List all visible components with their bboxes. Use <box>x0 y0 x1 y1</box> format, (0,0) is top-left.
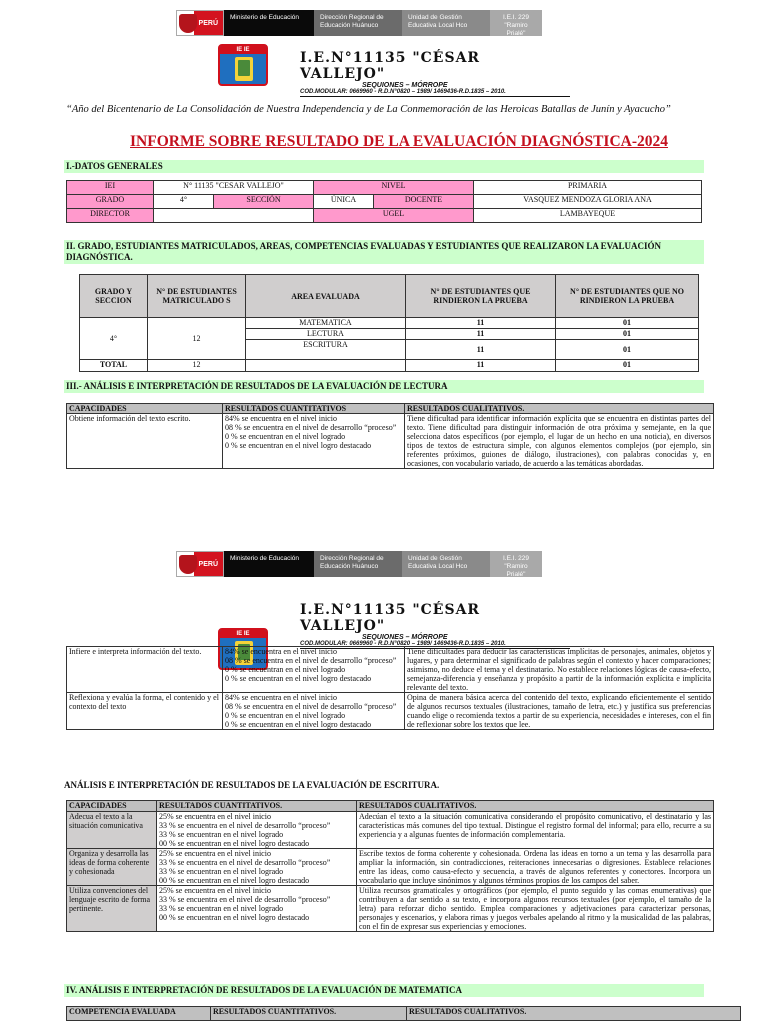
ministry-label: Ministerio de Educación <box>224 10 314 36</box>
school-place: SEQUIONES – MÓRROPE <box>362 82 448 89</box>
peru-emblem: PERÚ <box>176 551 224 577</box>
page-header-2: PERÚ Ministerio de Educación Dirección Regional de Educación Huánuco Unidad de Gestión Educativa Local Hco I.E.I. 229 "Ramiro Prialé" <box>176 551 590 577</box>
country-label: PERÚ <box>194 11 223 35</box>
table-row: Obtiene información del texto escrito. 84% se encuentra en el nivel inicio 08 % se encuentra en el nivel de desarrollo “proceso” 0 % se encuentran en el nivel logrado 0 % se encuentran en el nivel logro destacado Tiene dificultad para identificar información explícita que se encuentra en distintas partes del texto. Tiene dificultad para distinguir información de otra próxima y semejante, en la que selecciona datos específicos (por ejemplo, el lugar de un hecho en una noticia), en diversos tipos de textos de estructura simple, con algunos elementos complejos (por ejemplo, sin referentes próximos, guiones de diálogo, ilustraciones), con palabras conocidas y, en ocasiones, con vocabulario variado, de acuerdo a las temáticas abordadas. <box>67 414 714 469</box>
motto: “Año del Bicentenario de La Consolidación de Nuestra Independencia y de La Conmemoración de las Heroicas Batallas de Junín y Ayacucho” <box>66 104 671 115</box>
peru-shield-icon <box>179 555 197 574</box>
section-3-heading: III.- ANÁLISIS E INTERPRETACIÓN DE RESULTADOS DE LA EVALUACIÓN DE LECTURA <box>64 380 704 393</box>
writing-heading: ANÁLISIS E INTERPRETACIÓN DE RESULTADOS DE LA EVALUACIÓN DE ESCRITURA. <box>64 780 440 790</box>
school-heading-2: I.E.N°11135 "CÉSAR VALLEJO" SEQUIONES – MÓRROPE COD.MODULAR: 0669960 - R.D.N°0820 – 1989/ 1469436-R.D.1835 – 2010. <box>300 602 570 649</box>
school-name: I.E.N°11135 "CÉSAR VALLEJO" <box>300 50 481 82</box>
regional-label: Dirección Regional de Educación Huánuco <box>314 10 402 36</box>
section-1-heading: I.-DATOS GENERALES <box>64 160 704 173</box>
peru-emblem <box>176 10 224 36</box>
school-logo: IE IE <box>218 44 268 86</box>
school-logo: IE IE <box>218 628 268 670</box>
iei-label: I.E.I. 229 "Ramiro Prialé" <box>490 10 542 36</box>
reading-table-1: CAPACIDADES RESULTADOS CUANTITATIVOS RESULTADOS CUALITATIVOS. Obtiene información del texto escrito. 84% se encuentra en el nivel inicio 08 % se encuentra en el nivel de desarrollo “proceso” 0 % se encuentran en el nivel logrado 0 % se encuentran en el nivel logro destacado Tiene dificultad para identificar información explícita que se encuentra en distintas partes del texto. Tiene dificultad para distinguir información de otra próxima y semejante, en la que selecciona datos específicos (por ejemplo, el lugar de un hecho en una noticia), en diversos tipos de textos de estructura simple, con algunos elementos complejos (por ejemplo, sin referentes próximos, guiones de diálogo, ilustraciones), con palabras conocidas y, en ocasiones, con vocabulario variado, de acuerdo a las temáticas abordadas. <box>66 403 714 469</box>
peru-shield-icon <box>179 14 197 33</box>
table-row: Infiere e interpreta información del texto. 84% se encuentra en el nivel inicio 08 % se encuentra en el nivel de desarrollo “proceso” 0 % se encuentran en el nivel logrado 0 % se encuentran en el nivel logro destacado Tiene dificultades para deducir las características implícitas de personajes, animales, objetos y lugares, y para determinar el significado de palabras según el contexto y hacer comparaciones; asimismo, no deduce el tema y el destinatario. No establece relaciones lógicas de causa-efecto, semejanza-diferencia y enseñanza y propósito a partir de la información explícita e implícita relevante del texto. <box>67 647 714 693</box>
writing-table: CAPACIDADES RESULTADOS CUANTITATIVOS. RESULTADOS CUALITATIVOS. Adecua el texto a la situación comunicativa 25% se encuentra en el nivel inicio 33 % se encuentra en el nivel de desarrollo “proceso” 33 % se encuentran en el nivel logrado 00 % se encuentran en el nivel logro destacado Adecúan el texto a la situación comunicativa considerando el propósito comunicativo, el destinatario y las características más comunes del tipo textual. Distingue el registro formal del informal; para ello, recurre a su experiencia y a algunas fuentes de información complementaria. Organiza y desarrolla las ideas de forma coherente y cohesionada 25% se encuentra en el nivel inicio 33 % se encuentra en el nivel de desarrollo “proceso” 33 % se encuentran en el nivel logrado 00 % se encuentran en el nivel logro destacado Escribe textos de forma coherente y cohesionada. Ordena las ideas en torno a un tema y las desarrolla para ampliar la información, sin contradicciones, reiteraciones innecesarias o digresiones. Establece relaciones entre las ideas, como causa-efecto y secuencia, a través de algunos referentes y conectores. Incorpora un vocabulario que incluye sinónimos y algunos términos propios de los campos del saber. Utiliza convenciones del lenguaje escrito de forma pertinente. 25% se encuentra en el nivel inicio 33 % se encuentra en el nivel de desarrollo “proceso” 33 % se encuentran en el nivel logrado 00 % se encuentran en el nivel logro destacado Utiliza recursos gramaticales y ortográficos (por ejemplo, el punto seguido y las comas enumerativas) que contribuyen a dar sentido a su texto, e incorpora algunos recursos textuales (por ejemplo, el tamaño de la letra) para reforzar dicho sentido. Emplea comparaciones y adjetivaciones para caracterizar personas, personajes y escenarios, y elabora rimas y juegos verbales apelando al ritmo y la musicalidad de las palabras, con el fin de expresar sus experiencias y emociones. <box>66 800 714 932</box>
school-code: COD.MODULAR: 0669960 - R.D.N°0820 – 1989/ 1469436-R.D.1835 – 2010. <box>300 89 570 97</box>
table-row: Adecua el texto a la situación comunicativa 25% se encuentra en el nivel inicio 33 % se encuentra en el nivel de desarrollo “proceso” 33 % se encuentran en el nivel logrado 00 % se encuentran en el nivel logro destacado Adecúan el texto a la situación comunicativa considerando el propósito comunicativo, el destinatario y las características más comunes del tipo textual. Distingue el registro formal del informal; para ello, recurre a su experiencia y a algunas fuentes de información complementaria. <box>67 812 714 849</box>
section-4-heading: IV. ANÁLISIS E INTERPRETACIÓN DE RESULTADOS DE LA EVALUACIÓN DE MATEMATICA <box>64 984 704 997</box>
section-2-heading: II. GRADO, ESTUDIANTES MATRICULADOS, AREAS, COMPETENCIAS EVALUADAS Y ESTUDIANTES QUE REALIZARON LA EVALUACIÓN DIAGNÓSTICA. <box>64 240 704 264</box>
page-header-1 <box>176 10 590 36</box>
students-table: GRADO Y SECCION N° DE ESTUDIANTES MATRICULADO S AREA EVALUADA N° DE ESTUDIANTES QUE RINDIERON LA PRUEBA N° DE ESTUDIANTES QUE NO RINDIERON LA PRUEBA 4° 12 MATEMATICA 11 01 LECTURA 11 01 ESCRITURA 11 01 TOTAL 12 11 01 <box>79 274 699 372</box>
table-row: Organiza y desarrolla las ideas de forma coherente y cohesionada 25% se encuentra en el nivel inicio 33 % se encuentra en el nivel de desarrollo “proceso” 33 % se encuentran en el nivel logrado 00 % se encuentran en el nivel logro destacado Escribe textos de forma coherente y cohesionada. Ordena las ideas en torno a un tema y las desarrolla para ampliar la información, sin contradicciones, reiteraciones innecesarias o digresiones. Establece relaciones entre las ideas, como causa-efecto y secuencia, a través de algunos referentes y conectores. Incorpora un vocabulario que incluye sinónimos y algunos términos propios de los campos del saber. <box>67 849 714 886</box>
table-row: Utiliza convenciones del lenguaje escrito de forma pertinente. 25% se encuentra en el nivel inicio 33 % se encuentra en el nivel de desarrollo “proceso” 33 % se encuentran en el nivel logrado 00 % se encuentran en el nivel logro destacado Utiliza recursos gramaticales y ortográficos (por ejemplo, el punto seguido y las comas enumerativas) que contribuyen a dar sentido a su texto, e incorpora algunos recursos textuales (por ejemplo, el tamaño de la letra) para reforzar dicho sentido. Emplea comparaciones y adjetivaciones para caracterizar personas, personajes y escenarios, y elabora rimas y juegos verbales apelando al ritmo y la musicalidad de las palabras, con el fin de expresar sus experiencias y emociones. <box>67 886 714 932</box>
table-row: Reflexiona y evalúa la forma, el contenido y el contexto del texto 84% se encuentra en el nivel inicio 08 % se encuentra en el nivel de desarrollo “proceso” 0 % se encuentran en el nivel logrado 0 % se encuentran en el nivel logro destacado Opina de manera básica acerca del contenido del texto, explicando eficientemente el sentido de algunos recursos textuales (ilustraciones, tamaño de letra, etc.) y justifica sus preferencias cuando elige o recomienda textos a partir de su experiencia, necesidades e intereses, con el fin de reflexionar sobre los textos que lee. <box>67 693 714 730</box>
reading-table-2 <box>66 646 714 730</box>
ugel-label: Unidad de Gestión Educativa Local Hco <box>402 10 490 36</box>
math-table: COMPETENCIA EVALUADA RESULTADOS CUANTITATIVOS. RESULTADOS CUALITATIVOS. <box>66 1006 741 1021</box>
school-heading-1 <box>300 50 570 97</box>
general-data-table: IEI N° 11135 "CESAR VALLEJO" NIVEL PRIMARIA GRADO 4° SECCIÓN ÚNICA DOCENTE VASQUEZ MENDOZA GLORIA ANA DIRECTOR UGEL LAMBAYEQUE <box>66 180 702 223</box>
report-title: INFORME SOBRE RESULTADO DE LA EVALUACIÓN DIAGNÓSTICA-2024 <box>130 133 669 150</box>
